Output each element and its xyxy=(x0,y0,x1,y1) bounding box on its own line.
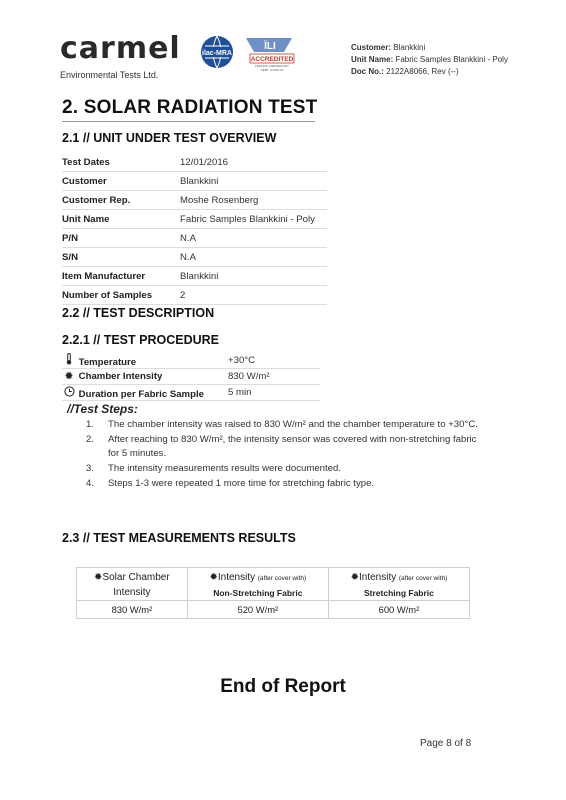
column-header: ✹Intensity (after cover with) Stretching Fabric xyxy=(328,568,469,601)
overview-table xyxy=(62,153,327,305)
list-item: 4. Steps 1-3 were repeated 1 more time for stretching fabric type. xyxy=(86,478,375,489)
table-row: S/N N.A xyxy=(62,248,327,267)
customer-line: Customer: Blankkini xyxy=(351,43,426,52)
table-row: P/N N.A xyxy=(62,229,327,248)
table-row: Number of Samples 2 xyxy=(62,286,327,305)
logo-subtitle: Environmental Tests Ltd. xyxy=(60,70,159,80)
doc-no-line: Doc No.: 2122A8066, Rev (--) xyxy=(351,67,459,76)
column-header: ✹Intensity (after cover with) Non-Stretching Fabric xyxy=(187,568,328,601)
table-header-row xyxy=(77,568,470,601)
sun-icon: ✹ xyxy=(64,371,74,382)
sun-icon: ✹ xyxy=(94,572,103,583)
column-header: ✹Solar Chamber Intensity xyxy=(77,568,188,601)
clock-icon xyxy=(62,386,76,400)
svg-text:TESTING LABORATORY: TESTING LABORATORY xyxy=(254,64,290,68)
table-row: Temperature +30°C xyxy=(62,353,320,369)
results-heading: 2.3 // TEST MEASUREMENTS RESULTS xyxy=(62,531,296,545)
table-row: Duration per Fabric Sample 5 min xyxy=(62,385,320,401)
list-item: 3. The intensity measurements results were documented. xyxy=(86,463,342,474)
svg-text:ACCREDITED: ACCREDITED xyxy=(250,56,294,63)
table-row: Test Dates 12/01/2016 xyxy=(62,153,327,172)
svg-text:CERT. # 2961.01: CERT. # 2961.01 xyxy=(260,68,284,72)
table-row: 830 W/m² 520 W/m² 600 W/m² xyxy=(77,601,470,619)
sun-icon: ✹ xyxy=(350,572,359,583)
ilac-mra-logo xyxy=(200,34,310,72)
table-row: Unit Name Fabric Samples Blankkini - Poly xyxy=(62,210,327,229)
overview-heading: 2.1 // UNIT UNDER TEST OVERVIEW xyxy=(62,131,277,145)
table-row: ✹ Chamber Intensity 830 W/m² xyxy=(62,369,320,385)
table-row: Item Manufacturer Blankkini xyxy=(62,267,327,286)
procedure-table xyxy=(62,353,320,401)
test-steps-list xyxy=(86,418,486,492)
end-of-report: End of Report xyxy=(220,676,346,697)
sun-icon: ✹ xyxy=(209,572,218,583)
description-heading: 2.2 // TEST DESCRIPTION xyxy=(62,306,215,320)
test-steps-title: //Test Steps: xyxy=(67,402,138,416)
page-number: Page 8 of 8 xyxy=(420,738,472,749)
title-divider xyxy=(62,121,315,122)
svg-text:ilac-MRA: ilac-MRA xyxy=(202,50,232,57)
list-item: 2. After reaching to 830 W/m², the intensity sensor was covered with non-stretching fabric for 5 minutes. xyxy=(86,434,477,459)
document-info xyxy=(351,42,521,78)
logo-wordmark: carmel xyxy=(60,31,181,66)
procedure-heading: 2.2.1 // TEST PROCEDURE xyxy=(62,333,219,347)
accredited-logo xyxy=(246,38,294,72)
unit-name-line: Unit Name: Fabric Samples Blankkini - Poly xyxy=(351,55,508,64)
company-logo xyxy=(60,31,181,80)
table-row: Customer Blankkini xyxy=(62,172,327,191)
accreditation-badges xyxy=(200,34,310,77)
section-title: 2. SOLAR RADIATION TEST xyxy=(62,97,318,118)
svg-text:ÏLI: ÏLI xyxy=(264,41,276,52)
results-table xyxy=(76,567,470,619)
table-row: Customer Rep. Moshe Rosenberg xyxy=(62,191,327,210)
list-item: 1. The chamber intensity was raised to 830 W/m² and the chamber temperature to +30°C. xyxy=(86,419,478,430)
thermometer-icon xyxy=(62,353,76,368)
